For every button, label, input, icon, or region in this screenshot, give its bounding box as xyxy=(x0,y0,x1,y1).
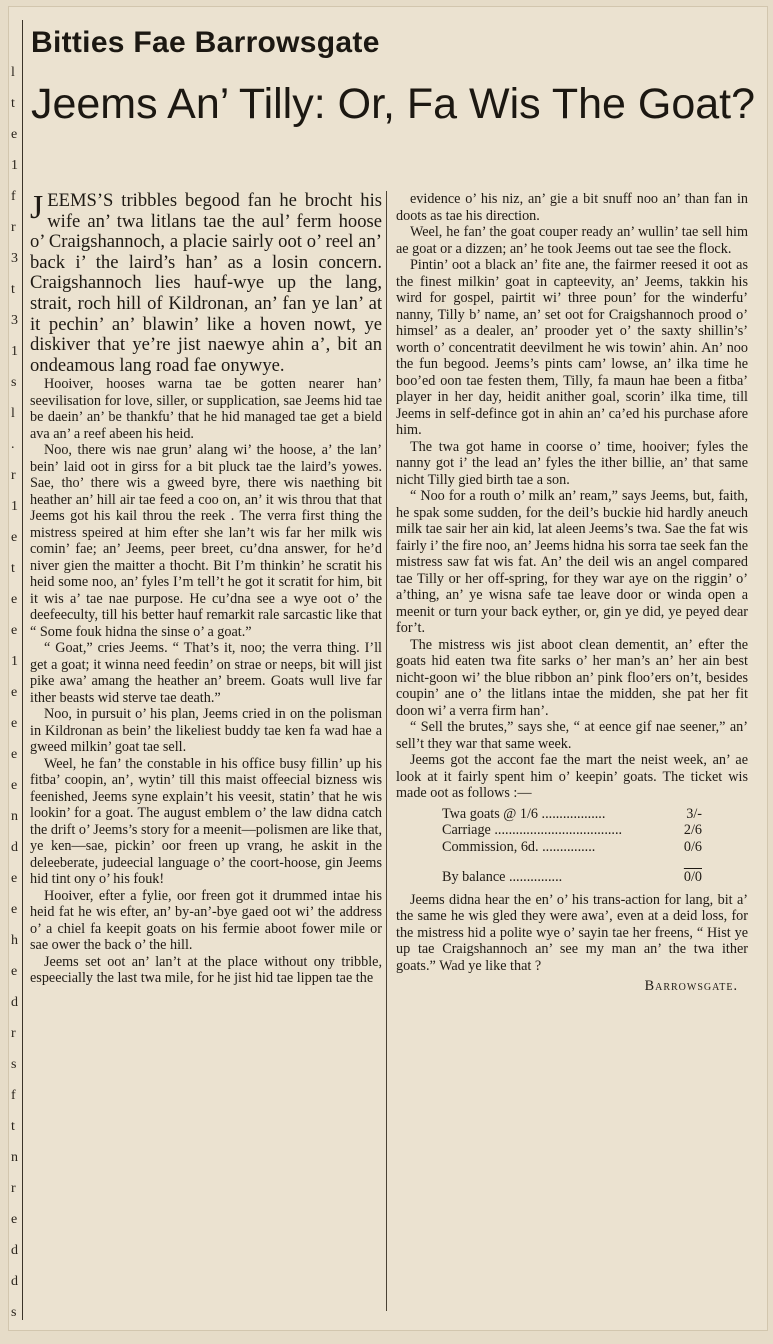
margin-fragment: e xyxy=(11,716,18,731)
column-divider xyxy=(386,191,387,1311)
margin-fragment: 1 xyxy=(11,344,18,359)
account-balance-row xyxy=(442,869,748,886)
margin-fragment: t xyxy=(11,1119,15,1134)
article-paragraph: “ Noo for a routh o’ milk an’ ream,” says Jeems, but, faith, he spak some sudden, for the deil’s buckie hid hardly aneuch milk tae sair her ain kid, lat aleen Jeems’s twa. Sae the fat wis fairly i’ the fire noo, an’ Jeems hidna his sorra tae seek fan the mistress saw fat wis fat. An’ the deil wis an angel compared tae Tilly or her off-spring, for they war aye on the riggin’ o’ a’thing, an’ ye wisna safe tae leave door or winda open a meenit or turn your back eyther, or, gin ye did, ye peyed dear for’t. xyxy=(396,488,748,636)
margin-fragment: d xyxy=(11,1243,18,1258)
margin-fragment: e xyxy=(11,127,18,142)
article-column-a xyxy=(30,191,382,987)
margin-fragment: n xyxy=(11,1150,18,1165)
margin-fragment: s xyxy=(11,375,17,390)
margin-fragment: e xyxy=(11,778,18,793)
margin-fragment: 1 xyxy=(11,499,18,514)
account-ticket xyxy=(442,806,748,886)
margin-fragment: t xyxy=(11,561,15,576)
article-paragraph: Weel, he fan’ the goat couper ready an’ wullin’ tae sell him ae goat or a dizzen; an’ he took Jeems out tae see the flock. xyxy=(396,224,748,257)
lead-text: EEMS’S tribbles begood fan he brocht his wife an’ twa litlans tae the aul’ ferm hoose o’ Craigshannoch, a placie sairly oot o’ reel an’ back i’ the laird’s han’ as a losin concern. Craigshannoch lies hauf-wye up the lang, strait, roch hill of Kildronan, an’ fan ye lan’ at it pechin’ an’ blawin’ like a hoven nowt, ye diskiver that ye’re jist naewye ahin a’, bit an ondeamous lang road fae onywye. xyxy=(30,190,382,376)
headline: Jeems An’ Tilly: Or, Fa Wis The Goat? xyxy=(30,80,756,128)
margin-fragment: t xyxy=(11,96,15,111)
article-paragraph: Hooiver, efter a fylie, oor freen got it drummed intae his heid fat he wis efter, an’ by-an’-bye gaed oot wi’ the address o’ a chiel fa keepit goats on his fermie aboot fower mile or sae ower the back o’ the hill. xyxy=(30,887,382,954)
article-paragraph: Jeems set oot an’ lan’t at the place without ony tribble, espeecially the last twa mile, for he jist hid tae lippen tae the xyxy=(30,953,382,987)
account-row xyxy=(442,806,748,823)
article-column-b xyxy=(396,191,748,995)
account-amount: 3/- xyxy=(686,805,702,822)
margin-fragment: d xyxy=(11,840,18,855)
account-item: Commission, 6d. ............... xyxy=(442,838,596,855)
balance-amount: 0/0 xyxy=(683,869,702,885)
article-paragraph: “ Sell the brutes,” says she, “ at eence gif nae seener,” an’ sell’t they war that same week. xyxy=(396,719,748,752)
margin-fragment: 1 xyxy=(11,158,18,173)
drop-cap: J xyxy=(30,189,44,226)
newspaper-clipping xyxy=(8,6,768,1331)
article-paragraph: evidence o’ his niz, an’ gie a bit snuff noo an’ than fan in doots as tae his direction. xyxy=(396,191,748,224)
margin-fragment: r xyxy=(11,1026,16,1041)
kicker: Bitties Fae Barrowsgate xyxy=(31,26,380,59)
margin-fragment: e xyxy=(11,902,18,917)
margin-fragment: d xyxy=(11,1274,18,1289)
adjacent-column-edge xyxy=(8,6,26,1320)
account-amount: 0/6 xyxy=(683,838,702,855)
article-paragraph: Noo, there wis nae grun’ alang wi’ the hoose, a’ the lan’ bein’ laid oot in girss for a bit pluck tae the laird’s yowes. Sae, tho’ there wis a gweed byre, there wis naething bit heather an’ hill air tae feed a coo on, an’ it wis throu that that Jeems got his kail throu the reek . The verra first thing the mistress speired at him efter she lan’t wis far her milk wis comin’ fae; an’ Jeems, peer breet, cu’dna answer, for he’d niver gien the maitter a thocht. Bit I’m thinkin’ he scratit his heid some noo, an’ fyles I’m tell’t he got it scratit for him, bit it wis a’ tae nae purpose. He cu’dna see a wye oot o’ the deefeeculty, till his better hauf remarkit rale sarcastic like that “ Some fouk hidna the sinse o’ a goat.” xyxy=(30,442,382,640)
article-paragraph: Hooiver, hooses warna tae be gotten nearer han’ seevilisation for love, siller, or supplication, sae Jeems hid tae be daein’ an’ be thankfu’ that he hid managed tae get a bield ava an’ a reef abeen his heid. xyxy=(30,376,382,442)
margin-fragment: e xyxy=(11,592,18,607)
margin-fragment: r xyxy=(11,1181,16,1196)
margin-fragment: e xyxy=(11,747,18,762)
column-border xyxy=(22,20,23,1320)
margin-fragment: e xyxy=(11,685,18,700)
margin-fragment: f xyxy=(11,1088,16,1103)
margin-fragment: 3 xyxy=(11,313,18,328)
article-paragraph: Jeems got the accont fae the mart the neist week, an’ ae look at it fairly spent him o’ keepin’ goats. The ticket wis made oot as follows :— xyxy=(396,752,748,801)
margin-fragment: e xyxy=(11,871,18,886)
account-amount: 2/6 xyxy=(683,822,702,838)
byline-signature: Barrowsgate. xyxy=(644,978,738,994)
margin-fragment: l xyxy=(11,406,15,421)
margin-fragment: r xyxy=(11,468,16,483)
margin-fragment: e xyxy=(11,1212,18,1227)
margin-fragment: e xyxy=(11,623,18,638)
article-paragraph: Jeems didna hear the en’ o’ his trans-action for lang, bit a’ the same he wis gled they were awa’, even at a deid loss, for the mistress hid a polite wye o’ sayin tae her freens, “ Hist ye up tae Craigshannoch an’ see my man an’ the twa ither goats.” Wad ye like that ? xyxy=(396,891,748,974)
account-row xyxy=(442,839,748,856)
account-row xyxy=(442,822,748,839)
margin-fragment: s xyxy=(11,1057,17,1072)
margin-fragment: l xyxy=(11,65,15,80)
lead-paragraph xyxy=(30,191,382,376)
article-paragraph: Pintin’ oot a black an’ fite ane, the fairmer reesed it oot as the finest milkin’ goat in capteevity, an’ Jeems, takkin his wird for gospel, pairtit wi’ three poun’ for the winderfu’ nanny, Tilly b’ name, an’ set oot for Craigshannoch prood o’ himsel’ as a dealer, an’ prooder yet o’ the saxty shillin’s’ worth o’ concentratit deevilment he wis towin’ ahin. An’ noo the fun begood. Jeems’s pints cam’ lowse, an’ ilka time he boo’ed oon tae festen them, Tilly, fa maun hae been a fitba’ player in her day, heidit anither goal, scorin’ ilka time, till Jeems in self-defince got in ahin an’ ca’ed his purchase afore him. xyxy=(396,257,748,438)
margin-fragment: t xyxy=(11,282,15,297)
article-paragraph: The twa got hame in coorse o’ time, hooiver; fyles the nanny got i’ the lead an’ fyles the ither billie, an’ that same nicht Tilly gied birth tae a son. xyxy=(396,438,748,488)
margin-fragment: d xyxy=(11,995,18,1010)
article-paragraph: Weel, he fan’ the constable in his office busy fillin’ up his fitba’ coopin, an’, wytin’ till this maist offeecial bizness wis feenished, Jeems syne explain’t his veesit, statin’ that he wis lookin’ for a goat. The august emblem o’ the law didna catch the drift o’ Jeems’s story for a meenit—polismen are like that, ye ken—sae, pickin’ oor freen up vrang, he askit in the deleeberate, judeecial language o’ the coort-hoose, gin Jeems hid tint ony o’ his fouk! xyxy=(30,755,382,888)
balance-label: By balance ............... xyxy=(442,869,563,885)
account-item: Twa goats @ 1/6 .................. xyxy=(442,805,606,822)
margin-fragment: f xyxy=(11,189,16,204)
margin-fragment: s xyxy=(11,1305,17,1320)
margin-fragment: e xyxy=(11,964,18,979)
margin-fragment: n xyxy=(11,809,18,824)
margin-fragment: . xyxy=(11,437,15,452)
margin-fragment: 1 xyxy=(11,654,18,669)
account-item: Carriage .................................... xyxy=(442,822,623,838)
margin-fragment: e xyxy=(11,530,18,545)
article-paragraph: The mistress wis jist aboot clean dementit, an’ efter the goats hid eaten twa fite sarks o’ her man’s an’ her ain best nicht-goon wi’ the blue ribbon an’ pink floo’ers on’t, besides coupin’ ane o’ the litlans intae the midden, she pat her fit doon wi’ a verra firm han’. xyxy=(396,636,748,719)
margin-fragment: 3 xyxy=(11,251,18,266)
article-paragraph: Noo, in pursuit o’ his plan, Jeems cried in on the polisman in Kildronan as bein’ the likeliest buddy tae ken fa wad hae a gweed milkin’ goat tae sell. xyxy=(30,706,382,756)
margin-fragment: h xyxy=(11,933,18,948)
margin-fragment: r xyxy=(11,220,16,235)
article-paragraph: “ Goat,” cries Jeems. “ That’s it, noo; the verra thing. I’ll get a goat; it winna need feedin’ on strae or neeps, bit will jist pike awa’ amang the heather an’ breem. Goats wull live far ither beasts wid sterve tae death.” xyxy=(30,640,382,706)
